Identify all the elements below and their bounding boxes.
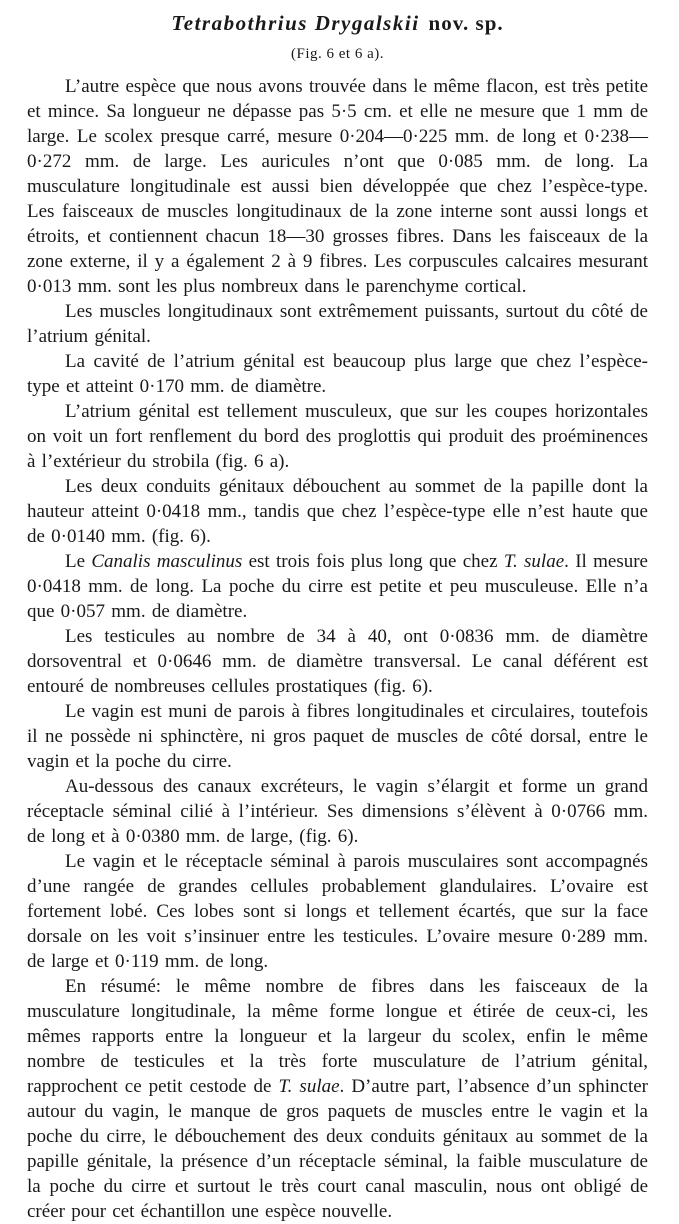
paragraph: Les deux conduits génitaux débouchent au sommet de la papille dont la hauteur atteint 0·0418 mm., tandis que chez l’espèce-type elle n’est haute que de 0·0140 mm. (fig. 6). xyxy=(27,476,648,547)
figure-reference: (Fig. 6 et 6 a). xyxy=(291,46,384,62)
paragraph: Les muscles longitudinaux sont extrêmement puissants, surtout du côté de l’atrium génital. xyxy=(27,301,648,347)
paragraph: Le Canalis masculinus est trois fois plus long que chez T. sulae. Il mesure 0·0418 mm. de long. La poche du cirre est petite et peu musculeuse. Elle n’a que 0·057 mm. de diamètre. xyxy=(27,551,648,622)
paragraph: L’autre espèce que nous avons trouvée dans le même flacon, est très petite et mince. Sa longueur ne dépasse pas 5·5 cm. et elle ne mesure que 1 mm de large. Le scolex presque carré, mesure 0·204—0·225 mm. de long et 0·238—0·272 mm. de large. Les auricules n’ont que 0·085 mm. de long. La musculature longitudinale est aussi bien développée que chez l’espèce-type. Les faisceaux de muscles longitudinaux de la zone interne sont aussi longs et étroits, et contiennent chacun 18—30 grosses fibres. Dans les faisceaux de la zone externe, il y a également 2 à 9 fibres. Les corpuscules calcaires mesurant 0·013 mm. sont les plus nombreux dans le parenchyme cortical. xyxy=(27,76,648,297)
paragraph: Le vagin et le réceptacle séminal à parois musculaires sont accompagnés d’une rangée de grandes cellules probablement glandulaires. L’ovaire est fortement lobé. Ces lobes sont si longs et tellement écartés, que sur la face dorsale on les voit s’insinuer entre les testicules. L’ovaire mesure 0·289 mm. de large et 0·119 mm. de long. xyxy=(27,851,648,972)
paragraph: En résumé: le même nombre de fibres dans les faisceaux de la musculature longitudinale, la même forme longue et étirée de ceux-ci, les mêmes rapports entre la longueur et la largeur du scolex, enfin le même nombre de testicules et la très forte musculature de l’atrium génital, rapprochent ce petit cestode de T. sulae. D’autre part, l’absence d’un sphincter autour du vagin, le manque de gros paquets de muscles entre le vagin et la poche du cirre, le débouchement des deux conduits génitaux au sommet de la papille génitale, la présence d’un réceptacle séminal, la faible musculature de la poche du cirre et surtout le très court canal masculin, nous ont obligé de créer pour cet échantillon une espèce nouvelle. xyxy=(27,976,649,1222)
paragraph: Au-dessous des canaux excréteurs, le vagin s’élargit et forme un grand réceptacle séminal cilié à l’intérieur. Ses dimensions s’élèvent à 0·0766 mm. de long et à 0·0380 mm. de large, (fig. 6). xyxy=(27,776,648,847)
paragraph: Les testicules au nombre de 34 à 40, ont 0·0836 mm. de diamètre dorsoventral et 0·0646 mm. de diamètre transversal. Le canal déférent est entouré de nombreuses cellules prostatiques (fig. 6). xyxy=(27,626,648,697)
page-title xyxy=(27,8,648,38)
species-name: Tetrabothrius Drygalskii xyxy=(171,11,420,35)
paragraph: L’atrium génital est tellement musculeux, que sur les coupes horizontales on voit un fort renflement du bord des proglottis qui produit des proéminences à l’extérieur du strobila (fig. 6 a). xyxy=(27,401,648,472)
article-body xyxy=(27,74,648,1224)
title-qualifier: nov. sp. xyxy=(428,11,504,35)
paragraph: La cavité de l’atrium génital est beaucoup plus large que chez l’espèce-type et atteint 0·170 mm. de diamètre. xyxy=(27,351,648,397)
paragraph: Le vagin est muni de parois à fibres longitudinales et circulaires, toutefois il ne possède ni sphinctère, ni gros paquet de muscles de côté dorsal, entre le vagin et la poche du cirre. xyxy=(27,701,648,772)
